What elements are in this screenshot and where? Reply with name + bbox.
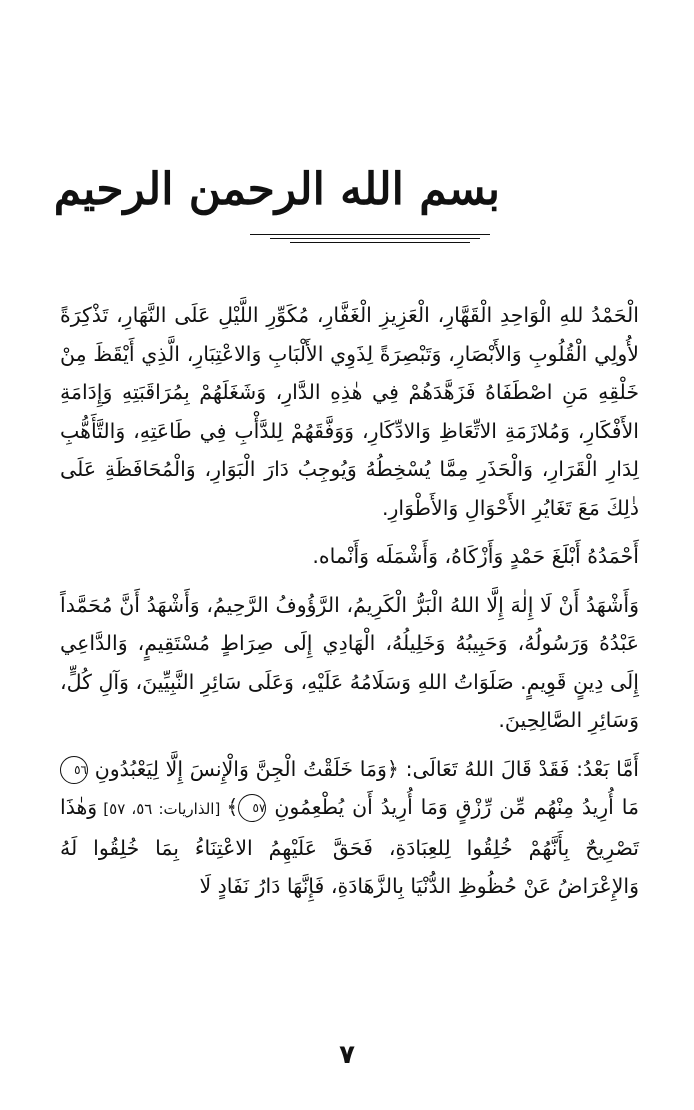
header-rule: [270, 238, 480, 239]
ayah-number-badge: ٥٧: [238, 794, 266, 822]
quran-verse: مَا أُرِيدُ مِنْهُم مِّن رِّزْقٍ وَمَا أُرِيدُ أَن يُطْعِمُونِ: [274, 795, 639, 819]
paragraph-amma-bad: [60, 750, 639, 906]
paragraph-continuation: وَهٰذَا تَصْرِيحٌ بِأَنَّهُمْ خُلِقُوا لِلعِبَادَةِ، فَحَقَّ عَلَيْهِمُ الاعْتِنَاءُ بِمَا خُلِقُوا لَهُ وَالإِعْرَاضُ عَنْ حُظُوظِ الدُّنْيَا بِالزَّهَادَةِ، فَإِنَّهَا دَارُ نَفَادٍ لَا: [60, 795, 639, 898]
quran-bracket: ﴾: [226, 795, 239, 819]
quran-verse: ﴿وَمَا خَلَقْتُ الْجِنَّ وَالْإِنسَ إِلَّا لِيَعْبُدُونِ: [94, 756, 399, 781]
page-number: ٧: [339, 1040, 355, 1070]
intro-text: أَمَّا بَعْدُ: فَقَدْ قَالَ اللهُ تَعَالَى:: [398, 756, 639, 781]
paragraph-praise: أَحْمَدُهُ أَبْلَغَ حَمْدٍ وَأَزْكَاهُ، وَأَشْمَلَه وَأَنْماه.: [312, 544, 639, 568]
header-rule: [250, 234, 490, 235]
ayah-number-badge: ٥٦: [60, 756, 88, 784]
body-text: [60, 296, 639, 906]
basmala-header: [53, 160, 500, 250]
basmala-calligraphy: بسم الله الرحمن الرحيم: [53, 164, 500, 215]
paragraph-testimony: وَأَشْهَدُ أَنْ لَا إِلٰهَ إِلَّا اللهُ الْبَرُّ الْكَرِيمُ، الرَّؤُوفُ الرَّحِيمُ، وَأَشْهَدُ أَنَّ مُحَمَّداً عَبْدُهُ وَرَسُولُهُ، وَحَبِيبُهُ وَخَلِيلُهُ، الْهَادِي إِلَى صِرَاطٍ مُسْتَقِيمٍ، وَالدَّاعِي إِلَى دِينٍ قَوِيمٍ. صَلَوَاتُ اللهِ وَسَلَامُهُ عَلَيْهِ، وَعَلَى سَائِرِ النَّبِيِّينَ، وَآلِ كُلٍّ، وَسَائِرِ الصَّالِحِينَ.: [60, 592, 639, 732]
paragraph-opening-praise: الْحَمْدُ للهِ الْوَاحِدِ الْقَهَّارِ، الْعَزِيزِ الْغَفَّارِ، مُكَوِّرِ اللَّيْلِ عَلَى النَّهَارِ، تَذْكِرَةً لأُولِي الْقُلُوبِ وَالأَبْصَارِ، وَتَبْصِرَةً لِذَوِي الأَلْبَابِ وَالاعْتِبَارِ، الَّذِي أَيْقَظَ مِنْ خَلْقِهِ مَنِ اصْطَفَاهُ فَزَهَّدَهُمْ فِي هٰذِهِ الدَّارِ، وَشَغَلَهُمْ بِمُرَاقَبَتِهِ وَإِدَامَةِ الأَفْكَارِ، وَمُلازَمَةِ الاتِّعَاظِ وَالادِّكَارِ، وَوَفَّقَهُمْ لِلدَّأْبِ فِي طَاعَتِهِ، وَالتَّأَهُّبِ لِدَارِ الْقَرَارِ، وَالْحَذَرِ مِمَّا يُسْخِطُهُ وَيُوجِبُ دَارَ الْبَوَارِ، وَالْمُحَافَظَةِ عَلَى ذٰلِكَ مَعَ تَغَايُرِ الأَحْوَالِ وَالأَطْوَارِ.: [60, 303, 639, 520]
header-rule: [290, 242, 470, 243]
verse-reference: [الذاريات: ٥٦، ٥٧]: [97, 800, 227, 818]
